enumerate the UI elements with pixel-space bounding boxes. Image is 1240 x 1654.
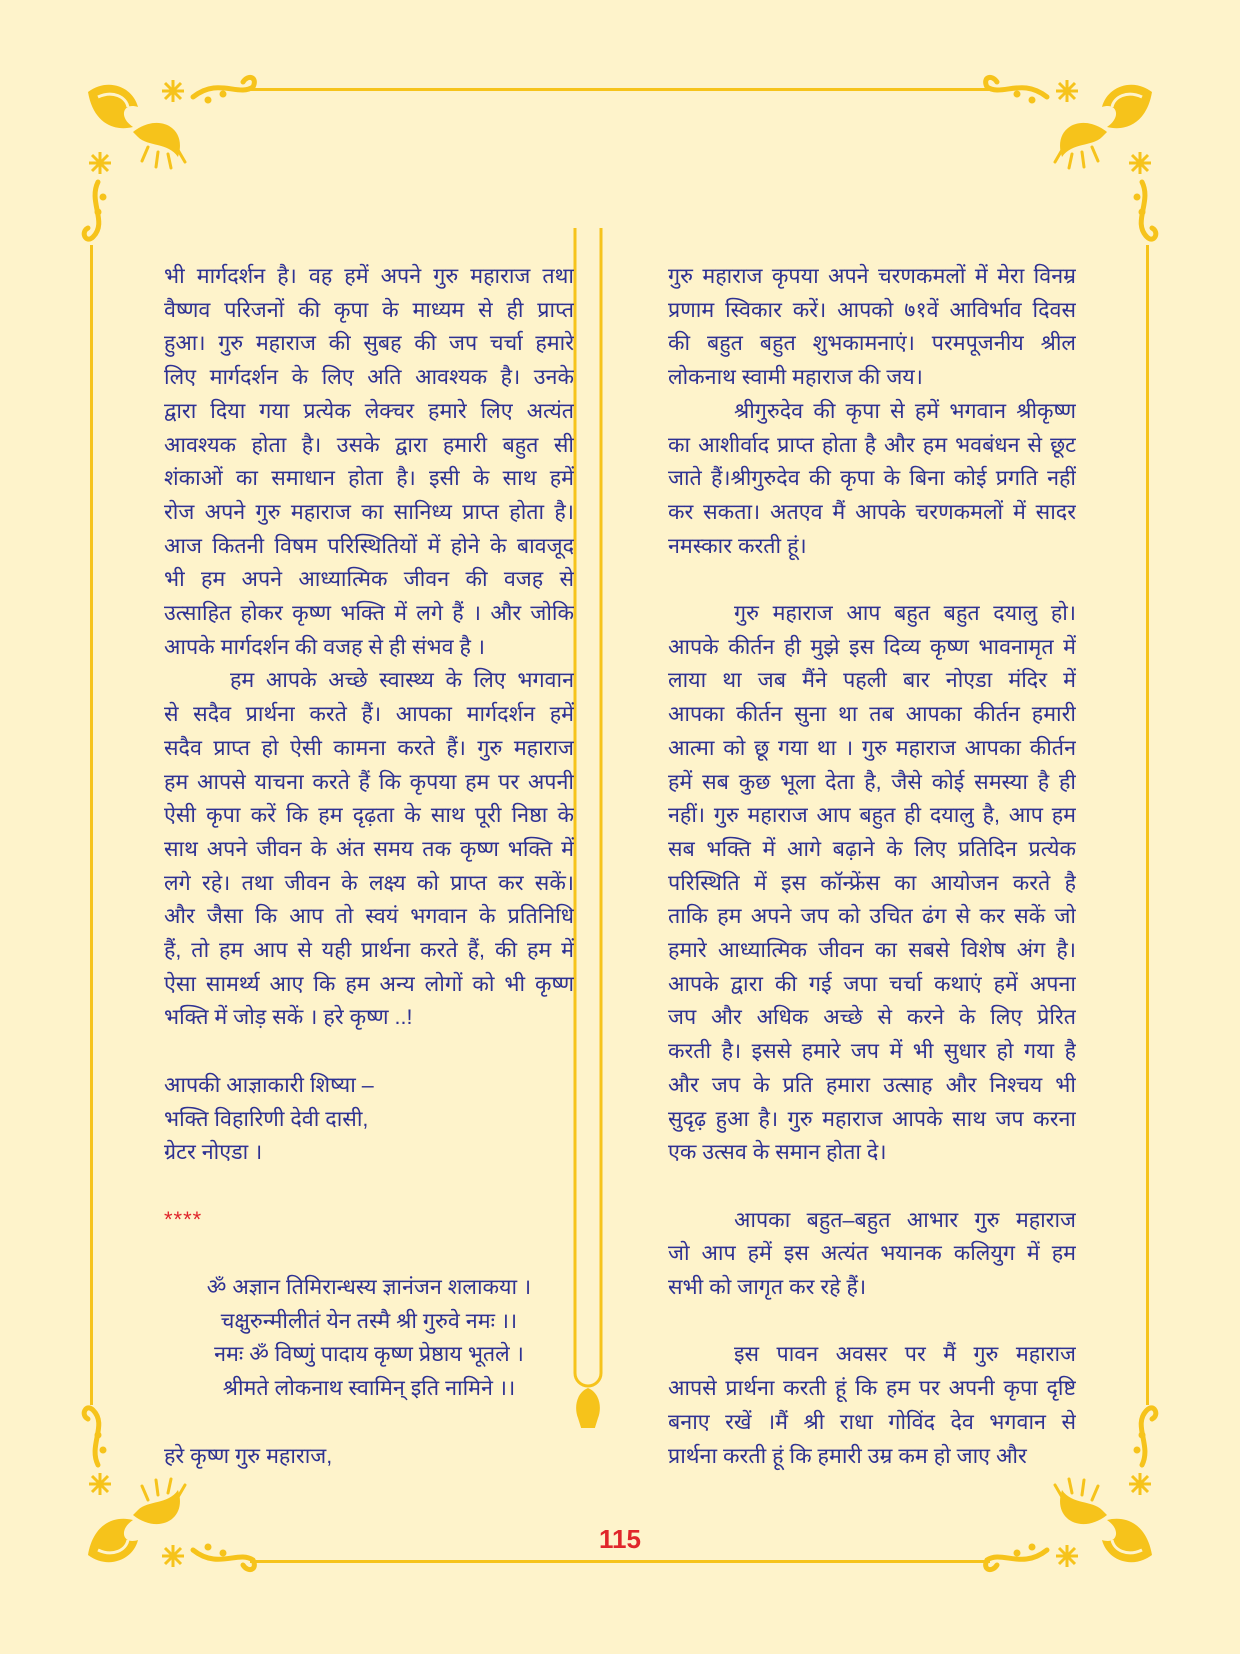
signature-line: भक्ति विहारिणी देवी दासी,	[164, 1106, 369, 1131]
section-separator: ****	[164, 1206, 203, 1232]
corner-ornament-top-left	[78, 72, 258, 247]
paragraph-line: साथ अपने जीवन के अंत समय तक कृष्ण भक्ति में	[164, 836, 574, 861]
paragraph-line: सदैव प्राप्त हो ऐसी कामना करते हैं। गुरु महाराज	[164, 735, 574, 760]
paragraph-line: आवश्यक होता है। उसके द्वारा हमारी बहुत सी	[164, 432, 574, 457]
paragraph-line: परिस्थिति में इस कॉन्फ्रेंस का आयोजन करते है	[668, 870, 1076, 895]
paragraph-line: भक्ति में जोड़ सकें । हरे कृष्ण ..!	[164, 1005, 413, 1030]
divider-drop-ornament	[576, 1388, 600, 1428]
paragraph-line: हमें सब कुछ भूला देता है, जैसे कोई समस्या है ही	[668, 769, 1076, 794]
paragraph-line: नहीं। गुरु महाराज आप बहुत ही दयालु है, आप हम	[668, 803, 1076, 828]
paragraph-line: हमारे आध्यात्मिक जीवन का सबसे विशेष अंग है।	[668, 938, 1076, 962]
paragraph-line: वैष्णव परिजनों की कृपा के माध्यम से ही प्राप्त	[164, 297, 574, 322]
verse-line: ॐ अज्ञान तिमिरान्धस्य ज्ञानंजन शलाकया ।	[206, 1275, 532, 1299]
paragraph-line: उत्साहित होकर कृष्ण भक्ति में लगे हैं । और जोकि	[164, 601, 574, 625]
paragraph-line: रोज अपने गुरु महाराज का सानिध्य प्राप्त होता है।	[164, 499, 574, 524]
bottom-border-line	[250, 1560, 990, 1563]
paragraph-line: की बहुत बहुत शुभकामनाएं। परमपूजनीय श्रील	[668, 331, 1076, 356]
paragraph-line: और जप के प्रति हमारा उत्साह और निश्चय भी	[668, 1072, 1076, 1097]
paragraph-line: गुरु महाराज कृपया अपने चरणकमलों में मेरा विनम्र	[668, 264, 1076, 288]
signature-line: आपकी आज्ञाकारी शिष्या –	[164, 1072, 374, 1097]
paragraph-line: गुरु महाराज आप बहुत बहुत दयालु हो।	[734, 601, 1076, 625]
left-border-line	[90, 245, 93, 1405]
paragraph-line: आपका कीर्तन सुना था तब आपका कीर्तन हमारी	[668, 702, 1076, 727]
paragraph-line: ताकि हम अपने जप को उचित ढंग से कर सकें जो	[668, 904, 1076, 929]
paragraph-line: हम आपके अच्छे स्वास्थ्य के लिए भगवान	[230, 668, 574, 693]
closing-greeting: हरे कृष्ण गुरु महाराज,	[164, 1443, 333, 1468]
paragraph-line: हैं, तो हम आप से यही प्रार्थना करते हैं, की हम में	[164, 938, 574, 962]
paragraph-line: जाते हैं।श्रीगुरुदेव की कृपा के बिना कोई प्रगति नहीं	[668, 466, 1076, 491]
paragraph-line: सभी को जागृत कर रहे हैं।	[668, 1275, 867, 1299]
paragraph-line: लाया था जब मैंने पहली बार नोएडा मंदिर में	[668, 668, 1076, 693]
paragraph-line: भी हम अपने आध्यात्मिक जीवन की वजह से	[164, 567, 574, 592]
paragraph-line: लगे रहे। तथा जीवन के लक्ष्य को प्राप्त कर सकें।	[164, 870, 574, 895]
corner-ornament-bottom-left	[78, 1400, 258, 1575]
paragraph-line: नमस्कार करती हूं।	[668, 533, 807, 558]
paragraph-line: सब भक्ति में आगे बढ़ाने के लिए प्रतिदिन प्रत्येक	[668, 836, 1076, 861]
paragraph-line: से सदैव प्रार्थना करते हैं। आपका मार्गदर्शन हमें	[164, 702, 574, 727]
paragraph-line: ऐसी कृपा करें कि हम दृढ़ता के साथ पूरी निष्ठा के	[164, 803, 574, 828]
paragraph-line: भी मार्गदर्शन है। वह हमें अपने गुरु महाराज तथा	[164, 264, 574, 288]
paragraph-line: एक उत्सव के समान होता दे।	[668, 1140, 887, 1165]
paragraph-line: बनाए रखें ।मैं श्री राधा गोविंद देव भगवान से	[668, 1409, 1076, 1434]
paragraph-line: कर सकता। अतएव मैं आपके चरणकमलों में सादर	[668, 499, 1076, 524]
paragraph-line: जो आप हमें इस अत्यंत भयानक कलियुग में हम	[668, 1241, 1076, 1266]
paragraph-line: लिए मार्गदर्शन के लिए अति आवश्यक है। उनके	[164, 365, 574, 390]
paragraph-line: लोकनाथ स्वामी महाराज की जय।	[668, 365, 923, 390]
column-divider	[568, 228, 608, 1428]
paragraph-line: आज कितनी विषम परिस्थितियों में होने के बावजूद	[164, 533, 574, 558]
paragraph-line: आपके मार्गदर्शन की वजह से ही संभव है ।	[164, 634, 486, 659]
paragraph-line: द्वारा दिया गया प्रत्येक लेक्चर हमारे लिए अत्यंत	[164, 398, 574, 423]
paragraph-line: का आशीर्वाद प्राप्त होता है और हम भवबंधन से छूट	[668, 432, 1076, 457]
paragraph-line: आपका बहुत–बहुत आभार गुरु महाराज	[734, 1207, 1076, 1232]
paragraph-line: हम आपसे याचना करते हैं कि कृपया हम पर अपनी	[164, 769, 574, 794]
paragraph-line: करती है। इससे हमारे जप में भी सुधार हो गया है	[668, 1039, 1076, 1064]
paragraph-line: और जैसा कि आप तो स्वयं भगवान के प्रतिनिधि	[164, 904, 574, 929]
paragraph-line: ऐसा सामर्थ्य आए कि हम अन्य लोगों को भी कृष्ण	[164, 971, 574, 996]
paragraph-line: आपके द्वारा की गई जपा चर्चा कथाएं हमें अपना	[668, 971, 1076, 996]
verse-line: श्रीमते लोकनाथ स्वामिन् इति नामिने ।।	[222, 1376, 516, 1401]
right-border-line	[1146, 245, 1149, 1405]
paragraph-line: सुदृढ़ हुआ है। गुरु महाराज आपके साथ जप करना	[668, 1106, 1076, 1131]
paragraph-line: हुआ। गुरु महाराज की सुबह की जप चर्चा हमारे	[164, 331, 574, 356]
corner-ornament-top-right	[982, 72, 1162, 247]
paragraph-line: आपके कीर्तन ही मुझे इस दिव्य कृष्ण भावनामृत में	[668, 634, 1076, 659]
paragraph-line: प्रार्थना करती हूं कि हमारी उम्र कम हो जाए और	[668, 1443, 1027, 1468]
paragraph-line: इस पावन अवसर पर मैं गुरु महाराज	[734, 1342, 1076, 1367]
signature-line: ग्रेटर नोएडा ।	[164, 1140, 263, 1165]
paragraph-line: आत्मा को छू गया था । गुरु महाराज आपका कीर्तन	[668, 735, 1076, 760]
verse-line: चक्षुरुन्मीलीतं येन तस्मै श्री गुरुवे नमः ।।	[220, 1308, 518, 1333]
paragraph-line: प्रणाम स्विकार करें। आपको ७१वें आविर्भाव दिवस	[668, 297, 1076, 322]
verse-line: नमः ॐ विष्णुं पादाय कृष्ण प्रेष्ठाय भूतले ।	[214, 1342, 524, 1367]
paragraph-line: श्रीगुरुदेव की कृपा से हमें भगवान श्रीकृष्ण	[734, 398, 1076, 423]
top-border-line	[250, 88, 990, 91]
page-number: 115	[599, 1524, 641, 1554]
paragraph-line: आपसे प्रार्थना करती हूं कि हम पर अपनी कृपा दृष्टि	[668, 1376, 1076, 1401]
paragraph-line: शंकाओं का समाधान होता है। इसी के साथ हमें	[164, 466, 574, 491]
paragraph-line: जप और अधिक अच्छे से करने के लिए प्रेरित	[668, 1005, 1076, 1030]
